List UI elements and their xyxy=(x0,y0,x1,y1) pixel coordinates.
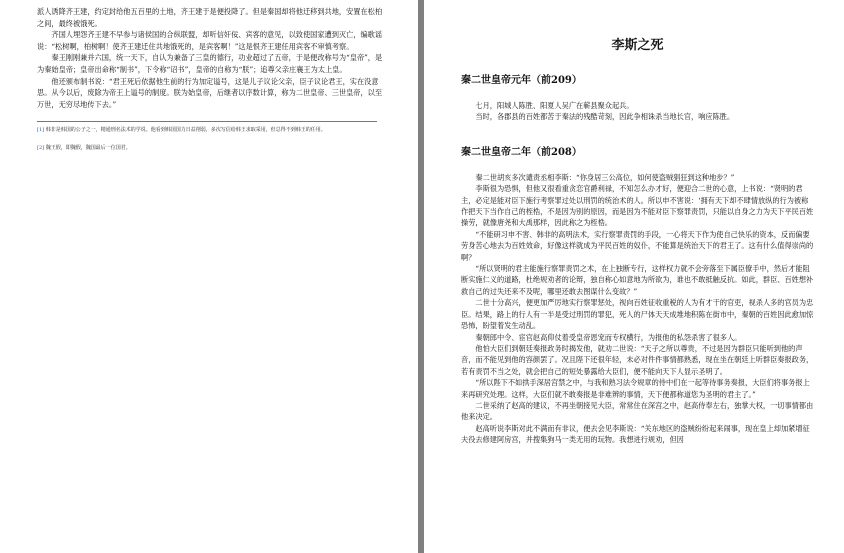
footnote-text: 韩非是韩国的公子之一，精通刑名法术的学说。他看到韩国国力日益削弱，多次写信给韩王求取采用，但总得不到韩王的任用。 xyxy=(45,127,326,134)
footnote xyxy=(37,144,388,152)
section xyxy=(461,71,814,123)
paragraph: 他还颁布制书说：“君王死后依据他生前的行为加定谥号，这是儿子议论父亲，臣子议论君王，实在没意思。从今以后，废除为帝王上谥号的制度。朕为始皇帝，后继者以序数计算，称为二世皇帝、三世皇帝，以至万世，无穷尽地传下去。” xyxy=(37,76,383,109)
paragraph: 李斯很为恐惧，但他又很看重贪恋官爵利禄，不知怎么办才好，便迎合二世的心意，上书说：“贤明的君主，必定是能对臣下施行考察罪过处以刑罚的统治术的人。所以申不害说：‘拥有天下却不肆情放纵的行为被称作把天下当作自己的桎梏，不是因为别的原因，而是因为不能对臣下察罪责罚，只能以自身之力为天下平民百姓操劳，就像唐尧和大禹那样，因此称之为桎梏。 xyxy=(461,184,814,228)
footnote-divider xyxy=(37,121,377,122)
paragraph: 他怕大臣们到朝廷奏报政务时揭发他，就劝二世说：“天子之所以尊贵，不过是因为群臣只能听到他的声音，而不能见到他的容颜罢了。况且陛下还很年轻，未必对件件事情都熟悉，现在坐在朝廷上听群臣奏报政务，若有责罚不当之处，就会把自己的短处暴露给大臣们，便不能向天下人显示圣明了。 xyxy=(461,343,814,376)
paragraph: 齐国人埋怨齐王建不早参与诸侯国的合纵联盟，却听信奸佞、宾客的意见，以致使国家遭到灭亡，编歌谣说：“松树啊，柏树啊！使齐王建迁住共地饿死的，是宾客啊！”这是恨齐王建任用宾客不审慎考察。 xyxy=(37,30,383,51)
paragraph: 秦朝郎中令、宦官赵高仰仗着受皇帝恩宠而专权横行，为报他的私怨杀害了很多人。 xyxy=(475,332,742,342)
left-page xyxy=(0,0,418,553)
paragraph: 七月，阳城人陈胜、阳夏人吴广在蕲县聚众起兵。 xyxy=(475,101,634,110)
section-heading: 秦二世皇帝元年（前209） xyxy=(461,75,582,86)
footnote-text: 魏王假，即魏假，魏国最后一位国君。 xyxy=(45,145,131,152)
paragraph: 当时，各郡县的百姓都苦于秦法的残酷苛刻，因此争相诛杀当地长官，响应陈胜。 xyxy=(475,112,735,122)
paragraph: 派人诱降齐王建，约定封给他五百里的土地，齐王建于是便投降了。但是秦国却将他迁移到共地，安置在松柏之间，最终被饿死。 xyxy=(37,7,383,28)
section xyxy=(461,143,814,446)
left-body-text xyxy=(37,6,388,110)
paragraph: 二世采纳了赵高的建议，不再坐朝接见大臣，常常住在深宫之中，赵高侍奉左右，独掌大权，一切事情都由他来决定。 xyxy=(461,400,814,422)
footnote-link[interactable]: [1] xyxy=(37,127,45,134)
paragraph: “所以贤明的君主能施行察罪责罚之术，在上独断专行，这样权力就不会旁落至下属臣僚手中，然后才能阻断实施仁义的道路，杜绝规劝者的论辩，独自称心如意地为所欲为，谁也不敢抵触反抗。如此，群臣、百姓想补救自己的过失还来不及呢，哪里还敢去图谋什么变故？” xyxy=(461,264,814,296)
paragraph: “所以陛下不如拱手深居宫禁之中，与我和熟习法令规章的侍中们在一起等待事务奏报，大臣们将事务报上来再研究处理。这样，大臣们就不敢奏报是非难辨的事情，天下便都称道您为圣明的君主了。” xyxy=(461,378,810,399)
chapter-title: 李斯之死 xyxy=(611,38,664,53)
section-heading: 秦二世皇帝二年（前208） xyxy=(461,146,582,158)
footnote xyxy=(37,126,388,134)
paragraph: 秦二世胡亥多次谴责丞相李斯：“你身居三公高位，如何使盗贼猖狂到这种地步？” xyxy=(475,172,735,182)
paragraph: 秦王刚刚兼并六国，统一天下，自认为兼备了三皇的德行，功业超过了五帝，于是便改称号为“皇帝”，是为秦始皇帝；皇帝出命称“制书”，下令称“诏书”，皇帝的自称为“朕”；追尊父亲庄襄王为太上皇。 xyxy=(37,53,383,74)
paragraph: 赵高听说李斯对此不满而有非议，便去会见李斯说：“关东地区的盗贼纷纷起来闹事，现在皇上却加紧增征夫役去修建阿房宫，并搜集狗马一类无用的玩物。我想进行规劝，但因 xyxy=(461,423,810,445)
paragraph: “不能研习申不害、韩非的高明法术，实行察罪责罚的手段，一心将天下作为使自己快乐的资本，反而偏要劳身苦心地去为百姓效命，好像这样就成为平民百姓的奴仆，不能算是统治天下的君王了。这有什么值得崇尚的啊？ xyxy=(461,229,814,262)
footnote-link[interactable]: [2] xyxy=(37,145,45,152)
right-page xyxy=(424,0,844,553)
paragraph: 二世十分高兴，便更加严厉地实行察罪惩处，视向百姓征收重税的人为有才干的官吏，视杀人多的官员为忠臣。结果，路上的行人有一半是受过刑罚的罪犯，死人的尸体天天成堆地积陈在街市中，秦朝的百姓因此愈加惊恐怖，盼望着发生动乱。 xyxy=(461,298,814,331)
